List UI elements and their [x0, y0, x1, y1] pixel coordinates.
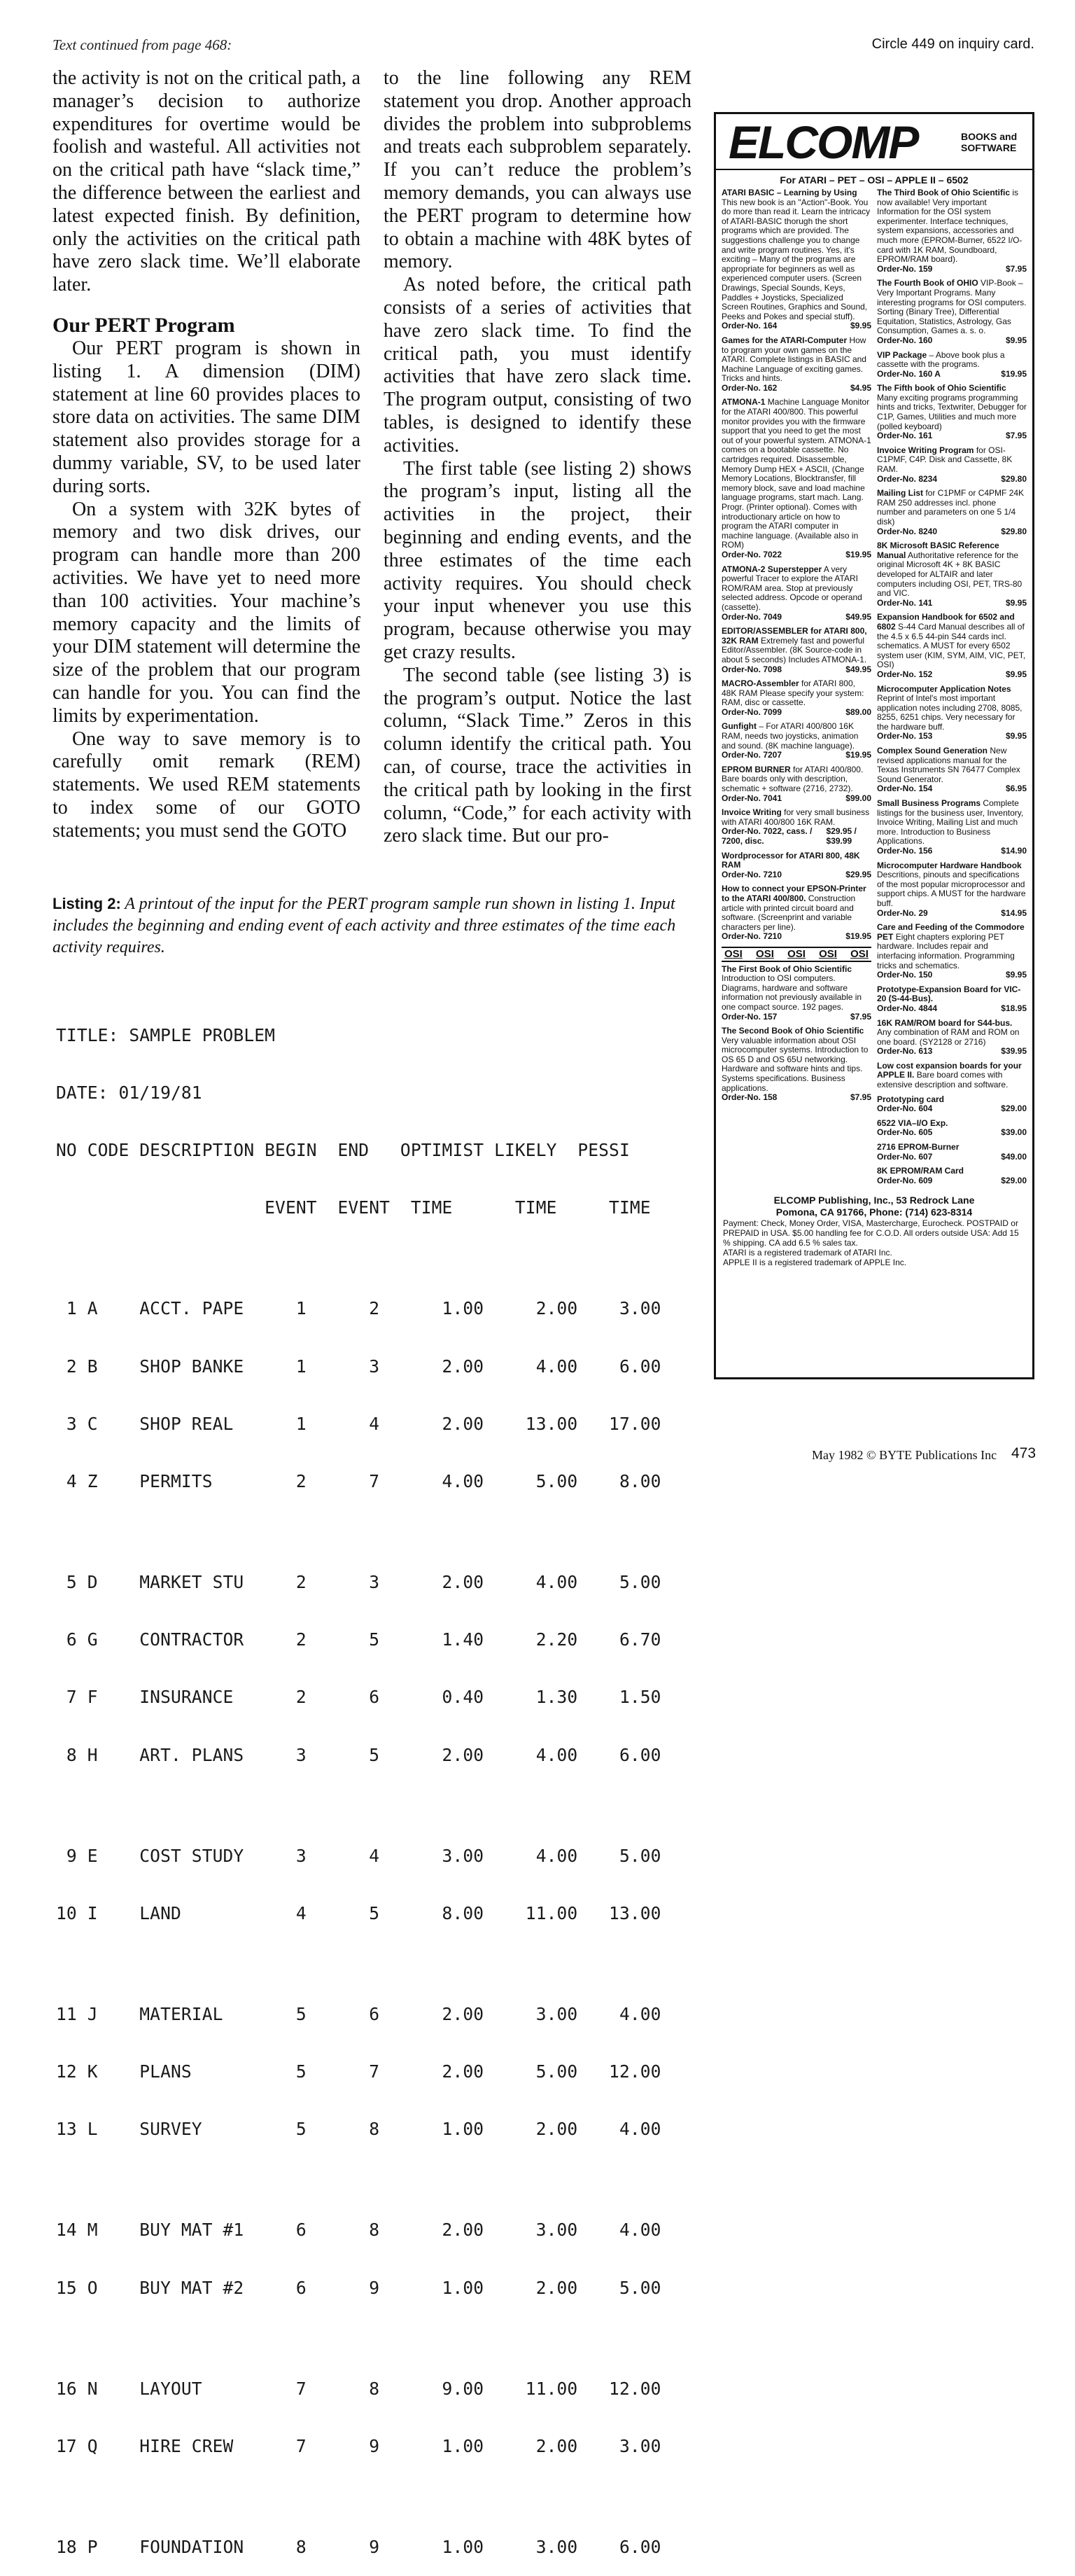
product-description: Reprint of Intel's most important application notes including 2708, 8085, 8255, 6251 chips. Very necessary for the hardware buff. — [877, 693, 1023, 732]
ad-column-left — [722, 188, 871, 1190]
product-title: VIP Package — [877, 349, 927, 360]
osi-banner — [722, 947, 871, 962]
product-title: 8K EPROM/RAM Card — [877, 1166, 964, 1176]
listing-row: 11 J MATERIAL 5 6 2.00 3.00 4.00 — [56, 2003, 661, 2024]
order-number: Order-No. 141 — [877, 597, 933, 608]
listing-title: TITLE: SAMPLE PROBLEM — [56, 1024, 276, 1045]
price: $9.95 — [1005, 731, 1027, 742]
ad-product — [722, 884, 871, 942]
order-line — [877, 847, 1027, 856]
ad-product — [877, 799, 1027, 856]
product-description: for very small business with ATARI 400/800 16K RAM. — [722, 807, 870, 827]
listing-row: 5 D MARKET STU 2 3 2.00 4.00 5.00 — [56, 1572, 661, 1593]
caption-label: Listing 2: — [52, 895, 121, 912]
order-line — [722, 1012, 871, 1022]
listing-row: 10 I LAND 4 5 8.00 11.00 13.00 — [56, 1902, 661, 1923]
section-heading: Our PERT Program — [52, 313, 235, 337]
order-number: Order-No. 164 — [722, 321, 778, 331]
price: $14.90 — [1001, 846, 1027, 856]
ad-product — [877, 1119, 1027, 1138]
order-line — [877, 970, 1027, 980]
order-line — [877, 475, 1027, 485]
ad-product — [877, 1019, 1027, 1057]
price: $7.95 — [1005, 263, 1027, 274]
product-description: Complete listings for the business user, Inventory, Invoice Writing, Mailing List and much more. Introduction to Business Applications. — [877, 798, 1024, 847]
product-description: for OSI-C1PMF, C4P. Disk and Cassette, 8K RAM. — [877, 445, 1013, 475]
product-title: Microcomputer Application Notes — [877, 683, 1011, 694]
product-description: VIP-Book – Very Important Programs. Many interesting programs for OSI computers. Sorting (Binary Tree), Differential Equitation, Statistics, Astrology, Gas Consumption, Games a. s. o. — [877, 278, 1027, 336]
listing-header: NO CODE DESCRIPTION BEGIN END OPTIMIST LIKELY PESSI — [56, 1140, 630, 1161]
order-number: Order-No. 160 — [877, 335, 933, 345]
paragraph: On a system with 32K bytes of memory and two disk drives, our program can handle more than 200 activities. We have yet to need more than 100 activities. Your machine’s memory capacity and the limits of your DIM statement will determine the size of the problem that our program can handle for you. You can find the limits by experimentation. — [52, 498, 360, 727]
osi-label: OSI — [819, 947, 837, 960]
paragraph: to the line following any REM statement you drop. Another approach divides the problem into subproblems and treats each subproblem separately. If you can’t reduce the problem’s memory demands, you can always use the PERT program to determine how to obtain a machine with 48K bytes of memory. — [384, 67, 691, 273]
order-line — [722, 613, 871, 622]
price: $7.95 — [1005, 431, 1027, 441]
product-title: The Fourth Book of OHIO — [877, 278, 978, 288]
product-description: – For ATARI 400/800 16K RAM, needs two joysticks, animation and sound. (8K machine language). — [722, 721, 859, 751]
listing-row: 17 Q HIRE CREW 7 9 1.00 2.00 3.00 — [56, 2435, 661, 2456]
product-title: Small Business Programs — [877, 798, 981, 809]
inquiry-note: Circle 449 on inquiry card. — [871, 36, 1034, 52]
order-number: Order-No. 154 — [877, 784, 933, 794]
order-line — [877, 370, 1027, 380]
order-line — [877, 599, 1027, 608]
product-description: How to program your own games on the ATARI. Complete listings in BASIC and Machine Language of exciting games. Tricks and hints. — [722, 335, 866, 384]
ad-product — [722, 398, 871, 559]
price: $49.95 — [845, 664, 871, 674]
ad-column-right — [877, 188, 1027, 1190]
paragraph: As noted before, the critical path consists of a series of activities that have zero slack time. To find the critical path, you must identify activities that have zero slack time. The program output, consisting of two tables, is designed to identify these activities. — [384, 274, 691, 457]
order-line — [877, 336, 1027, 346]
product-description: Extremely fast and powerful Editor/Assembler. (8K Source-code in about 5 seconds) Includes ATMONA-1. — [722, 635, 867, 664]
order-number: Order-No. 160 A — [877, 368, 941, 379]
order-number: Order-No. 158 — [722, 1092, 778, 1103]
order-line — [877, 1176, 1027, 1186]
paragraph: Our PERT program is shown in listing 1. A dimension (DIM) statement at line 60 provides places to store data on activities. The same DIM statement also provides storage for a dummy variable, SV, to be used later during sorts. — [52, 337, 360, 497]
trademark-note: ATARI is a registered trademark of ATARI Inc. — [723, 1248, 892, 1258]
listing-row: 12 K PLANS 5 7 2.00 5.00 12.00 — [56, 2061, 661, 2082]
ad-header — [716, 114, 1032, 170]
product-title: Complex Sound Generation — [877, 746, 988, 756]
ad-product — [877, 923, 1027, 980]
price: $39.00 — [1001, 1127, 1027, 1138]
product-description: Machine Language Monitor for the ATARI 400/800. This powerful monitor provides you with the firmware support that you need to get the most out of your powerful system. ATMONA-1 comes on a bootable cassette. No cartridges required. Disassemble, Memory Dump HEX + ASCII, (Change Memory Locations, Blocktransfer, fill memory block, save and load machine language programs, start mach. Lang. Progr. (Printer optional). Comes with introductionary article on how to program the ATARI computer in machine language. (Available also in ROM) — [722, 397, 871, 550]
product-title: 16K RAM/ROM board for S44-bus. — [877, 1017, 1013, 1028]
product-description: Many exciting programs programming hints and tricks, Textwriter, Debugger for C1P, Games, Utilities and much more (polled keyboard) — [877, 392, 1027, 431]
product-title: Mailing List — [877, 488, 923, 499]
order-number: Order-No. 609 — [877, 1175, 933, 1185]
ad-product — [722, 188, 871, 331]
order-line — [722, 665, 871, 675]
ad-product — [877, 1095, 1027, 1114]
order-number: Order-No. 7041 — [722, 793, 782, 803]
price: $29.80 — [1001, 473, 1027, 484]
trademark-note: APPLE II is a registered trademark of APPLE Inc. — [723, 1258, 907, 1268]
listing-row: 15 O BUY MAT #2 6 9 1.00 2.00 5.00 — [56, 2277, 661, 2298]
order-number: Order-No. 7022, cass. / 7200, disc. — [722, 826, 813, 846]
listing-row: 9 E COST STUDY 3 4 3.00 4.00 5.00 — [56, 1845, 661, 1866]
osi-label: OSI — [756, 947, 774, 960]
ad-product — [877, 1061, 1027, 1090]
product-title: MACRO-Assembler — [722, 678, 799, 689]
tagline-line: BOOKS and — [961, 131, 1018, 142]
order-line — [722, 708, 871, 718]
product-description: – Above book plus a cassette with the programs. — [877, 349, 1005, 370]
listing-row: 3 C SHOP REAL 1 4 2.00 13.00 17.00 — [56, 1413, 661, 1434]
elcomp-logo: ELCOMP — [729, 116, 918, 168]
ad-product — [877, 1167, 1027, 1185]
product-title: Invoice Writing Program — [877, 445, 974, 455]
product-title: 8K Microsoft BASIC Reference Manual — [877, 541, 999, 560]
product-description: This new book is an "Action"-Book. You do more than read it. Learn the intricacy of ATARI-BASIC thorugh the short programs which are provided. The suggestions challenge you to change and write program routines. Yes, it's exciting – Many of the programs are appropriate for beginners as well as experienced computer users. (Screen Drawings, Special Sounds, Keys, Paddles + Joysticks, Specialized Screen Routines, Graphics and Sound, Peeks and Pokes and special stuff). — [722, 197, 871, 321]
price: $19.95 — [845, 750, 871, 760]
price: $9.95 — [1005, 335, 1027, 345]
order-line — [877, 1047, 1027, 1057]
product-description: Eight chapters exploring PET hardware. Includes repair and interfacing information. Programming tricks and schematics. — [877, 931, 1015, 970]
order-number: Order-No. 7099 — [722, 706, 782, 717]
order-number: Order-No. 161 — [877, 431, 933, 441]
listing-row: 4 Z PERMITS 2 7 4.00 5.00 8.00 — [56, 1471, 661, 1492]
paragraph: The second table (see listing 3) is the program’s output. Notice the last column, “Slack Time.” Zeros in this column identify the critical path. You can, of course, trace the activities in the critical path by looking in the first column, “Code,” for each activity with zero slack time. But our pro- — [384, 664, 691, 847]
order-number: Order-No. 7210 — [722, 869, 782, 879]
ad-product — [722, 851, 871, 880]
order-line — [722, 321, 871, 331]
order-line — [877, 1004, 1027, 1014]
product-title: Low cost expansion boards for your APPLE II. — [877, 1060, 1022, 1080]
order-number: Order-No. 605 — [877, 1127, 933, 1138]
price: $29.80 — [1001, 526, 1027, 536]
listing-row: 8 H ART. PLANS 3 5 2.00 4.00 6.00 — [56, 1744, 661, 1765]
ad-product — [877, 351, 1027, 380]
order-line — [877, 670, 1027, 680]
ad-product — [877, 613, 1027, 679]
order-number: Order-No. 162 — [722, 382, 778, 393]
price: $29.00 — [1001, 1103, 1027, 1114]
product-description: Any combination of RAM and ROM on one board. (SY2128 or 2716) — [877, 1027, 1020, 1047]
page-number: 473 — [1011, 1445, 1037, 1461]
listing-row: 18 P FOUNDATION 8 9 1.00 3.00 6.00 — [56, 2536, 661, 2557]
price: $29.00 — [1001, 1175, 1027, 1185]
price: $7.95 — [850, 1011, 871, 1022]
ad-product — [877, 489, 1027, 536]
listing-row: 7 F INSURANCE 2 6 0.40 1.30 1.50 — [56, 1687, 661, 1708]
order-line — [722, 827, 871, 846]
ad-product — [877, 384, 1027, 441]
paragraph: the activity is not on the critical path, a manager’s decision to authorize expenditures for overtime would be foolish and wasteful. All activities not on the critical path have “slack time,” the difference between the earliest and latest expected finish. By definition, only the activities on the critical path have zero slack time. We’ll elaborate later. — [52, 67, 360, 296]
ad-product — [722, 627, 871, 674]
order-line — [877, 1104, 1027, 1114]
ad-product — [877, 685, 1027, 742]
listing-caption — [52, 893, 691, 959]
ad-product — [877, 188, 1027, 274]
product-description: Bare board comes with extensive description and software. — [877, 1070, 1009, 1090]
product-title: The Second Book of Ohio Scientific — [722, 1026, 864, 1036]
product-title: Games for the ATARI-Computer — [722, 335, 848, 345]
ad-product — [722, 565, 871, 622]
order-number: Order-No. 156 — [877, 846, 933, 856]
price: $9.95 — [1005, 597, 1027, 608]
product-title: ATMONA-2 Superstepper — [722, 564, 822, 574]
product-title: The First Book of Ohio Scientific — [722, 963, 852, 974]
program-listing — [56, 987, 661, 2576]
order-line — [877, 527, 1027, 537]
product-title: Prototyping card — [877, 1094, 945, 1104]
product-title: Gunfight — [722, 721, 757, 732]
ad-product — [722, 722, 871, 760]
order-number: Order-No. 613 — [877, 1046, 933, 1057]
product-title: Microcomputer Hardware Handbook — [877, 860, 1022, 870]
product-description: Construction article with printed circuit board and software. (Screenprint and variable characters per line). — [722, 893, 856, 932]
order-number: Order-No. 153 — [877, 731, 933, 742]
price: $99.00 — [845, 793, 871, 803]
order-line — [722, 794, 871, 804]
product-title: ATARI BASIC – Learning by Using — [722, 188, 857, 197]
ad-product — [877, 446, 1027, 484]
price: $19.95 — [1001, 368, 1027, 379]
ad-product — [877, 279, 1027, 345]
order-number: Order-No. 7098 — [722, 664, 782, 674]
product-title: The Fifth book of Ohio Scientific — [877, 383, 1006, 394]
paragraph: The first table (see listing 2) shows the program’s input, listing all the activities in the project, their beginning and ending events, and the three estimates of the time each activity requires. You should check your input whenever you use this program, because otherwise you may get crazy results. — [384, 457, 691, 663]
order-line — [877, 732, 1027, 742]
listing-row: 13 L SURVEY 5 8 1.00 2.00 4.00 — [56, 2119, 661, 2140]
order-line — [877, 784, 1027, 794]
ad-platforms: For ATARI – PET – OSI – APPLE II – 6502 — [780, 174, 969, 186]
page-credit: May 1982 © BYTE Publications Inc — [812, 1448, 997, 1462]
product-description: for ATARI 800, 48K RAM Please specify your system: RAM, disc or cassette. — [722, 678, 864, 708]
continued-note: Text continued from page 468: — [52, 36, 232, 53]
order-number: Order-No. 7022 — [722, 549, 782, 559]
product-title: Invoice Writing — [722, 807, 782, 818]
price: $29.95 / $39.99 — [826, 826, 857, 846]
product-description: Descritions, pinouts and specifications of the most popular microprocessor and support chips. A MUST for the hardware buff. — [877, 870, 1026, 908]
product-description: Authoritative reference for the original Microsoft 4K + 8K BASIC developed for ALTAIR and later computers including OSI, PET, TRS-80 and VIC. — [877, 550, 1023, 599]
product-title: How to connect your EPSON-Printer to the ATARI 400/800. — [722, 884, 866, 903]
ad-footer — [716, 1190, 1032, 1267]
order-line — [877, 431, 1027, 441]
paragraph: One way to save memory is to carefully omit remark (REM) statements. We used REM statements to index some of our GOTO statements; you must send the GOTO — [52, 727, 360, 842]
price: $49.95 — [845, 611, 871, 622]
order-line — [877, 1153, 1027, 1162]
order-number: Order-No. 604 — [877, 1103, 933, 1114]
order-number: Order-No. 150 — [877, 970, 933, 980]
ad-tagline — [961, 131, 1017, 153]
price: $9.95 — [1005, 669, 1027, 679]
ad-product — [877, 541, 1027, 608]
order-line — [722, 751, 871, 760]
publisher-name: ELCOMP Publishing, Inc., 53 Redrock Lane — [773, 1195, 975, 1206]
order-number: Order-No. 152 — [877, 669, 933, 679]
order-number: Order-No. 4844 — [877, 1003, 938, 1013]
order-number: Order-No. 607 — [877, 1151, 933, 1162]
product-title: EPROM BURNER — [722, 764, 791, 774]
order-line — [722, 550, 871, 560]
price: $4.95 — [850, 382, 871, 393]
osi-label: OSI — [787, 947, 806, 960]
publisher-address: Pomona, CA 91766, Phone: (714) 623-8314 — [775, 1206, 973, 1218]
price: $6.95 — [1005, 784, 1027, 794]
ad-product — [877, 746, 1027, 794]
product-title: Expansion Handbook for 6502 and 6802 — [877, 612, 1015, 632]
text-column-left — [52, 67, 360, 843]
order-line — [722, 384, 871, 394]
product-title: Wordprocessor for ATARI 800, 48K RAM — [722, 850, 860, 870]
product-description: New revised applications manual for the Texas Instruments SN 76477 Complex Sound Generator. — [877, 746, 1020, 784]
order-line — [877, 265, 1027, 274]
ad-product — [722, 336, 871, 394]
listing-row: 14 M BUY MAT #1 6 8 2.00 3.00 4.00 — [56, 2220, 661, 2241]
price: $9.95 — [1005, 970, 1027, 980]
listing-date: DATE: 01/19/81 — [56, 1082, 202, 1103]
order-line — [722, 932, 871, 942]
price: $18.95 — [1001, 1003, 1027, 1013]
product-description: for C1PMF or C4PMF 24K RAM 250 addresses incl. phone number and parameters on one 5 1/4 disk) — [877, 488, 1025, 527]
product-title: 6522 VIA–I/O Exp. — [877, 1118, 948, 1128]
order-number: Order-No. 8234 — [877, 473, 938, 484]
product-title: EDITOR/ASSEMBLER for ATARI 800, 32K RAM — [722, 626, 867, 646]
order-line — [722, 1093, 871, 1103]
price: $49.00 — [1001, 1151, 1027, 1162]
listing-row: 1 A ACCT. PAPE 1 2 1.00 2.00 3.00 — [56, 1298, 661, 1319]
order-number: Order-No. 7207 — [722, 750, 782, 760]
product-description: S-44 Card Manual describes all of the 4.5 x 6.5 44-pin S44 cards incl. schematics. A MUST for every 6502 system user (KIM, SYM, AIM, VIC, PET, OSI) — [877, 621, 1026, 670]
listing-row: 16 N LAYOUT 7 8 9.00 11.00 12.00 — [56, 2378, 661, 2399]
tagline-line: SOFTWARE — [961, 142, 1017, 153]
order-line — [722, 870, 871, 880]
osi-label: OSI — [724, 947, 743, 960]
order-number: Order-No. 7049 — [722, 611, 782, 622]
order-line — [877, 1128, 1027, 1138]
listing-row: 2 B SHOP BANKE 1 3 2.00 4.00 6.00 — [56, 1356, 661, 1377]
order-number: Order-No. 29 — [877, 907, 928, 918]
ad-product — [722, 765, 871, 803]
product-title: ATMONA-1 — [722, 397, 766, 408]
ad-product — [722, 808, 871, 846]
order-number: Order-No. 7210 — [722, 931, 782, 942]
product-title: Care and Feeding of the Commodore PET — [877, 922, 1025, 942]
price: $29.95 — [845, 869, 871, 879]
price: $9.95 — [850, 321, 871, 331]
elcomp-advertisement — [714, 112, 1034, 1379]
product-description: Introduction to OSI computers. Diagrams, hardware and software information not previously available in one compact source. 192 pages. — [722, 973, 862, 1012]
price: $89.00 — [845, 706, 871, 717]
product-title: The Third Book of Ohio Scientific — [877, 188, 1011, 197]
product-title: 2716 EPROM-Burner — [877, 1142, 960, 1153]
ad-product — [877, 1143, 1027, 1162]
price: $19.95 — [845, 931, 871, 942]
product-description: for ATARI 400/800. Bare boards only with description, schematic + software (2716, 2732). — [722, 764, 864, 794]
ad-product — [722, 679, 871, 717]
product-title: Prototype-Expansion Board for VIC-20 (S-44-Bus). — [877, 984, 1021, 1004]
listing-header: EVENT EVENT TIME TIME TIME — [56, 1197, 651, 1218]
caption-text: A printout of the input for the PERT program sample run shown in listing 1. Input includes the beginning and ending event of each activity and three estimates of the time each activity requires. — [52, 895, 676, 956]
order-number: Order-No. 8240 — [877, 526, 938, 536]
ad-product — [877, 861, 1027, 919]
ad-product — [877, 985, 1027, 1014]
price: $7.95 — [850, 1092, 871, 1103]
product-description: A very powerful Tracer to explore the ATARI ROM/RAM area. Stop at previously selected address. Opcode or operand (cassette). — [722, 564, 862, 612]
product-description: is now available! Very important Information for the OSI system experimenter. Interface techniques, system expansions, accessories and much more (EPROM-Burner, 6522 I/O-card with 1K RAM, Soundboard, EPROM/RAM board). — [877, 188, 1023, 265]
ad-product — [722, 965, 871, 1022]
listing-row: 6 G CONTRACTOR 2 5 1.40 2.20 6.70 — [56, 1629, 661, 1650]
order-number: Order-No. 159 — [877, 263, 933, 274]
ad-product — [722, 1026, 871, 1103]
text-column-middle — [384, 67, 691, 848]
osi-label: OSI — [850, 947, 869, 960]
payment-terms: Payment: Check, Money Order, VISA, Mastercharge, Eurocheck. POSTPAID or PREPAID in USA. $5.00 handling fee for C.O.D. All orders outside USA: Add 15 % shipping. CA add 6.5 % sales tax. — [723, 1218, 1019, 1248]
price: $19.95 — [845, 549, 871, 559]
order-number: Order-No. 157 — [722, 1011, 778, 1022]
product-description: Very valuable information about OSI microcomputer systems. Introduction to OS 65 D and OS 65U networking. Hardware and software hints and tips. Systems specifications. Business applications. — [722, 1035, 869, 1093]
price: $14.95 — [1001, 907, 1027, 918]
price: $39.95 — [1001, 1046, 1027, 1057]
order-line — [877, 909, 1027, 919]
